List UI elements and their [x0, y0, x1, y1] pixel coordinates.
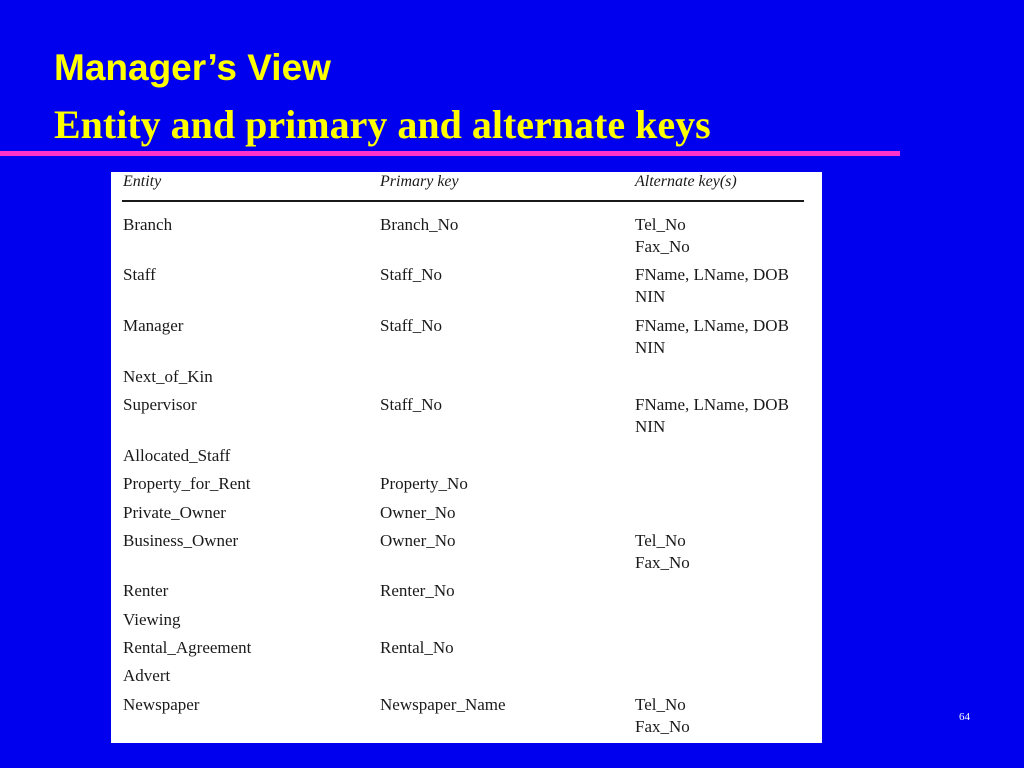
header-alternate-keys: Alternate key(s) — [635, 173, 737, 190]
cell-entity: Staff — [123, 265, 156, 284]
cell-entity: Allocated_Staff — [123, 446, 231, 465]
header-entity: Entity — [123, 173, 162, 190]
cell-alternate-key: FName, LName, DOB — [635, 265, 789, 284]
cell-primary-key: Staff_No — [380, 395, 443, 414]
cell-alternate-key: Tel_No — [635, 531, 686, 550]
cell-primary-key: Branch_No — [380, 215, 459, 234]
cell-alternate-key: Tel_No — [635, 215, 686, 234]
cell-primary-key: Staff_No — [380, 316, 443, 335]
cell-entity: Viewing — [123, 610, 181, 629]
header-rule — [122, 200, 804, 202]
cell-entity: Supervisor — [123, 395, 197, 414]
cell-primary-key: Owner_No — [380, 531, 456, 550]
cell-primary-key: Owner_No — [380, 503, 456, 522]
cell-alternate-key: NIN — [635, 338, 666, 357]
cell-entity: Branch — [123, 215, 173, 234]
cell-alternate-key: FName, LName, DOB — [635, 395, 789, 414]
cell-primary-key: Staff_No — [380, 265, 443, 284]
cell-entity: Advert — [123, 666, 171, 685]
cell-entity: Next_of_Kin — [123, 367, 213, 386]
cell-alternate-key: NIN — [635, 417, 666, 436]
title-divider — [0, 151, 900, 156]
cell-alternate-key: Fax_No — [635, 553, 690, 572]
cell-entity: Property_for_Rent — [123, 474, 251, 493]
cell-entity: Manager — [123, 316, 184, 335]
cell-entity: Private_Owner — [123, 503, 226, 522]
keys-table — [111, 172, 822, 743]
cell-entity: Rental_Agreement — [123, 638, 252, 657]
cell-alternate-key: NIN — [635, 287, 666, 306]
cell-entity: Business_Owner — [123, 531, 239, 550]
cell-primary-key: Property_No — [380, 474, 468, 493]
cell-primary-key: Renter_No — [380, 581, 455, 600]
page-number: 64 — [959, 711, 970, 723]
cell-entity: Renter — [123, 581, 169, 600]
cell-alternate-key: Fax_No — [635, 237, 690, 256]
header-primary-key: Primary key — [380, 173, 459, 190]
cell-primary-key: Rental_No — [380, 638, 454, 657]
cell-entity: Newspaper — [123, 695, 200, 714]
cell-alternate-key: Tel_No — [635, 695, 686, 714]
slide-title: Manager’s View — [54, 47, 331, 88]
slide-subtitle: Entity and primary and alternate keys — [54, 102, 711, 147]
cell-alternate-key: FName, LName, DOB — [635, 316, 789, 335]
cell-primary-key: Newspaper_Name — [380, 695, 506, 714]
cell-alternate-key: Fax_No — [635, 717, 690, 736]
